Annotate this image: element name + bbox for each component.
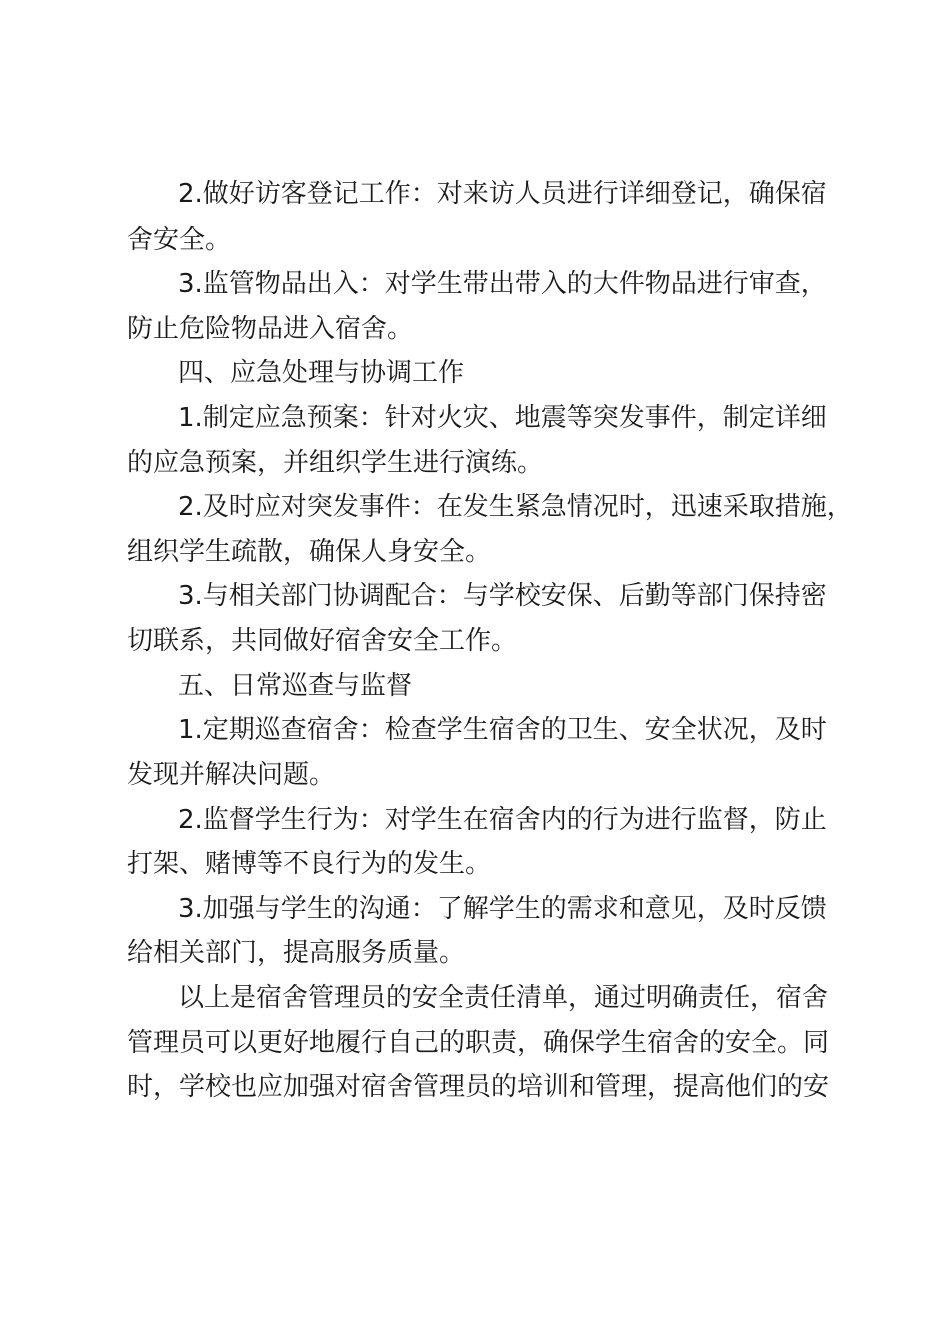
- conclusion-paragraph-line-2: 管理员可以更好地履行自己的职责，确保学生宿舍的安全。同: [127, 1028, 830, 1058]
- item-student-communication-cont: 给相关部门，提高服务质量。: [127, 938, 466, 968]
- item-behavior-supervision: 2.监督学生行为：对学生在宿舍内的行为进行监督，防止: [178, 805, 827, 835]
- item-department-coordination-cont: 切联系，共同做好宿舍安全工作。: [127, 626, 518, 656]
- item-emergency-plan: 1.制定应急预案：针对火灾、地震等突发事件，制定详细: [178, 403, 827, 433]
- section-heading-emergency: 四、应急处理与协调工作: [178, 358, 465, 388]
- item-emergency-plan-cont: 的应急预案，并组织学生进行演练。: [127, 448, 544, 478]
- item-visitor-registration: 2.做好访客登记工作：对来访人员进行详细登记，确保宿: [178, 179, 827, 209]
- item-student-communication: 3.加强与学生的沟通：了解学生的需求和意见，及时反馈: [178, 894, 827, 924]
- item-visitor-registration-cont: 舍安全。: [127, 225, 232, 255]
- item-behavior-supervision-cont: 打架、赌博等不良行为的发生。: [127, 849, 492, 879]
- item-regular-inspection: 1.定期巡查宿舍：检查学生宿舍的卫生、安全状况，及时: [178, 715, 827, 745]
- conclusion-paragraph-line-3: 时，学校也应加强对宿舍管理员的培训和管理，提高他们的安: [127, 1072, 830, 1102]
- item-department-coordination: 3.与相关部门协调配合：与学校安保、后勤等部门保持密: [178, 581, 827, 611]
- item-goods-monitoring-cont: 防止危险物品进入宿舍。: [127, 314, 414, 344]
- item-incident-response: 2.及时应对突发事件：在发生紧急情况时，迅速采取措施，: [178, 492, 853, 522]
- item-incident-response-cont: 组织学生疏散，确保人身安全。: [127, 537, 492, 567]
- conclusion-paragraph: 以上是宿舍管理员的安全责任清单，通过明确责任，宿舍: [178, 983, 829, 1013]
- item-regular-inspection-cont: 发现并解决问题。: [127, 760, 336, 790]
- section-heading-inspection: 五、日常巡查与监督: [178, 671, 413, 701]
- item-goods-monitoring: 3.监管物品出入：对学生带出带入的大件物品进行审查，: [178, 269, 827, 299]
